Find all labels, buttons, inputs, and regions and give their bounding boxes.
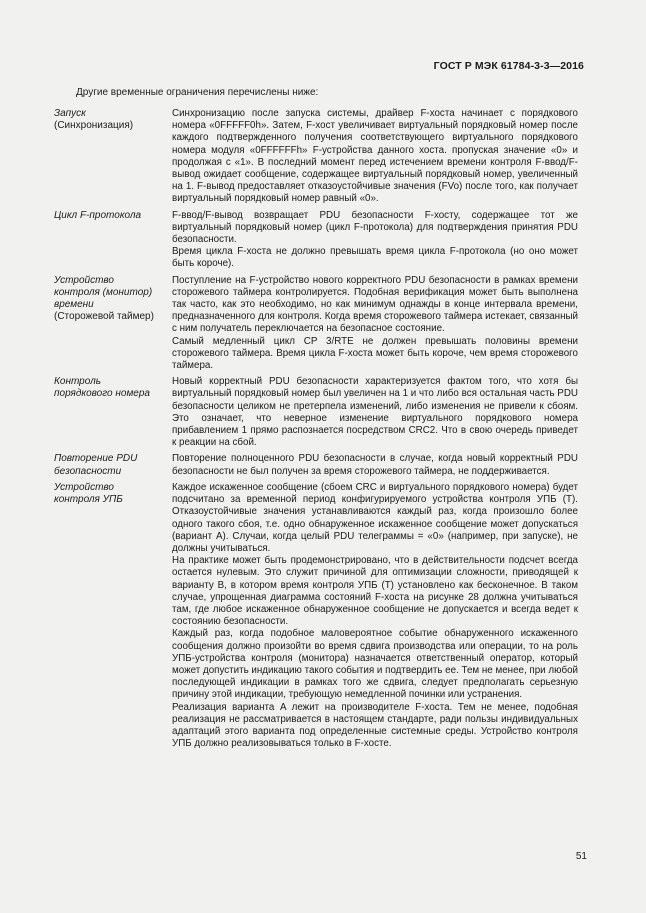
definition-term: Запуск (Синхронизация) (54, 108, 134, 132)
definition-row (54, 108, 586, 206)
intro-text: Другие временные ограничения перечислены ниже: (76, 87, 319, 98)
definition-text: F-ввод/F-вывод возвращает PDU безопасности F-хосту, содержащее тот же виртуальный порядковый номер (цикл F-протокола) для подтверждения принятия PDU безопасности. Время цикла F-хоста не должно превышать время цикла F-протокола (но оно может быть короче). (172, 209, 578, 270)
definition-row (54, 210, 586, 271)
definition-text: Каждое искаженное сообщение (сбоем CRC и виртуального порядкового номера) будет подсчитано за временной период конфигурируемого устройства контроля УПБ (T). Отказоустойчивые значения устанавливаются каждый раз, когда произошло более одного такого сбоя, т.е. одно обнаруженное искаженное сообщение может допускаться (вариант A). Случаи, когда целый PDU телеграммы = «0» (например, при запуске), не должны учитываться. На практике может быть продемонстрировано, что в действительности подсчет всегда остается нулевым. Это служит причиной для оптимизации сложности, приводящей к варианту B, в котором время контроля УПБ (T) установлено как бесконечное. В таком случае, упрощенная диаграмма состояний F-хоста на рисунке 28 должна учитываться там, где любое искаженное обнаруженное сообщение не допускается и всегда ведет к состоянию безопасности. Каждый раз, когда подобное маловероятное событие обнаруженного искаженного сообщения должно произойти во время сдвига производства или операции, то на роль УПБ-устройства контроля (монитора) назначается ответственный оператор, который может допустить индикацию такого события и подтвердить ее. Тем не менее, при любой последующей индикации в рамках того же сдвига, следует предполагать серьезную причину этой индикации, требующую немедленной починки или устранения. Реализация варианта A лежит на производителе F-хоста. Тем не менее, подобная реализация не рассматривается в настоящем стандарте, ради пользы индивидуальных адаптаций этого варианта под определенные системные среды. Устройство контроля УПБ должно реализовываться только в F-хосте. (172, 481, 578, 750)
definition-text: Синхронизацию после запуска системы, драйвер F-хоста начинает с порядкового номера «0FFFFF0h». Затем, F-хост увеличивает виртуальный порядковый номер после каждого подтвержденного получения соответствующего виртуального порядкового номера модуля «0FFFFFFh» F-устройства данного хоста. пропуская значение «0» и продолжая с «1». В последний момент перед истечением времени контроля F-ввод/F-вывод ожидает сообщение, содержащее виртуальный порядковый номер, увеличенный на 1. F-вывод предоставляет отказоустойчивые значения (FVo) после того, как получает виртуальный порядковый номер равный «0». (172, 108, 578, 205)
definition-term: Цикл F-протокола (54, 209, 142, 221)
definition-row (54, 376, 586, 449)
definition-row (54, 482, 586, 750)
definition-row (54, 275, 586, 373)
definition-term: Контроль порядкового номера (54, 376, 150, 400)
definition-text: Поступление на F-устройство нового корректного PDU безопасности в рамках времени сторожевого таймера контролируется. Подобная верификация может быть выполнена так часто, как это необходимо, но как минимум однажды в конце интервала времени, предназначенного для контроля. Когда время сторожевого таймера истекает, связанный с ним получатель переключается на безопасное состояние. Самый медленный цикл CP 3/RTE не должен превышать половины времени сторожевого таймера. Время цикла F-хоста может быть короче, чем время сторожевого таймера. (172, 274, 578, 372)
document-header: ГОСТ Р МЭК 61784-3-3—2016 (433, 60, 584, 72)
page-number: 51 (575, 851, 587, 862)
definition-text: Новый корректный PDU безопасности характеризуется фактом того, что хотя бы виртуальный порядковый номер был увеличен на 1 и что либо вся остальная часть PDU безопасности целиком не претерпела изменений, либо изменения не привели к сбоям. Это означает, что неверное изменение виртуального порядкового номера прибавлением 1 прямо распознается посредством CRC2. Что в свою очередь приведет к реакции на сбой. (172, 376, 578, 449)
definition-row (54, 453, 586, 477)
definition-text: Повторение полноценного PDU безопасности в случае, когда новый корректный PDU безопасности не был получен за время сторожевого таймера, не поддерживается. (172, 453, 578, 477)
definition-term: Повторение PDU безопасности (54, 453, 138, 477)
definition-term: Устройство контроля (монитор) времени (Сторожевой таймер) (54, 274, 154, 323)
definition-term: Устройство контроля УПБ (54, 481, 123, 506)
definitions-list (54, 108, 586, 754)
